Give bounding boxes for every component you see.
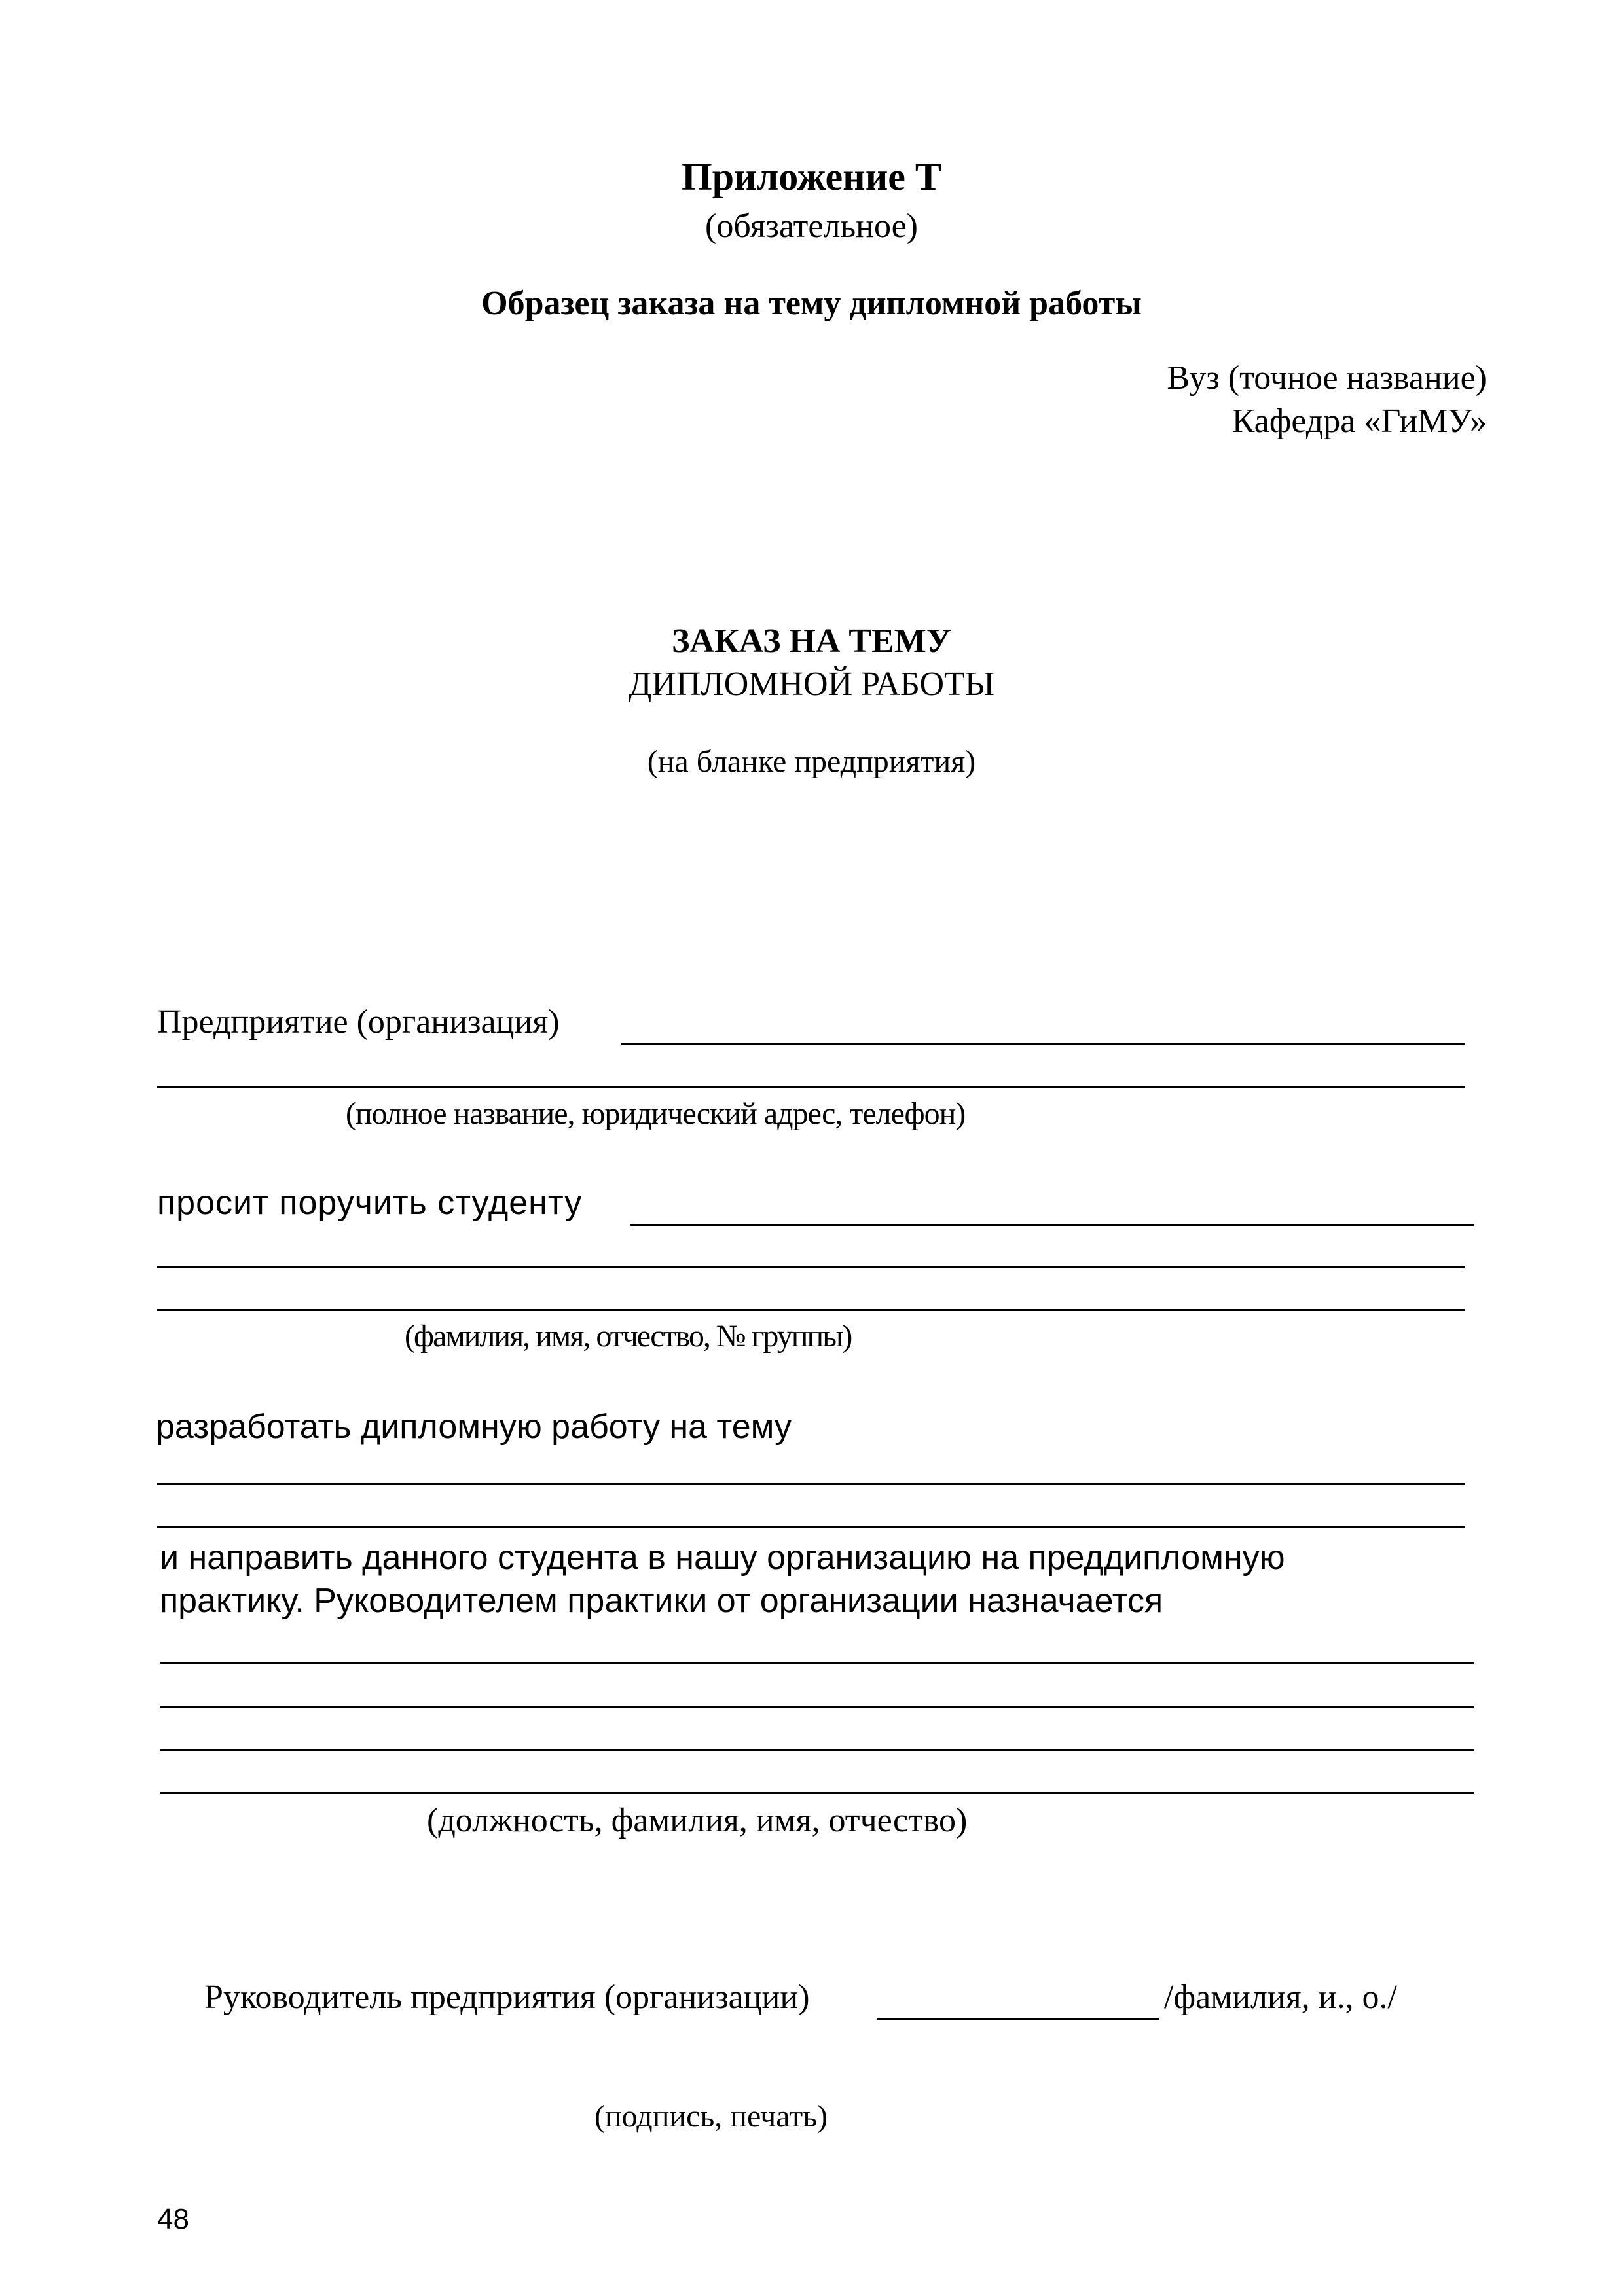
student-input-line-2[interactable] <box>157 1266 1465 1268</box>
supervisor-input-line-4[interactable] <box>160 1792 1474 1794</box>
supervisor-hint: (должность, фамилия, имя, отчество) <box>427 1802 968 1839</box>
enterprise-input-line-1[interactable] <box>621 1043 1465 1045</box>
student-hint: (фамилия, имя, отчество, № группы) <box>405 1319 852 1354</box>
sample-title: Образец заказа на тему дипломной работы <box>481 285 1142 322</box>
signature-label: Руководитель предприятия (организации) <box>204 1979 810 2016</box>
signature-input-line[interactable] <box>877 2018 1159 2020</box>
topic-input-line-2[interactable] <box>157 1526 1465 1528</box>
student-label: просит поручить студенту <box>157 1184 583 1222</box>
supervisor-input-line-3[interactable] <box>160 1749 1474 1751</box>
enterprise-hint: (полное название, юридический адрес, телефон) <box>346 1096 966 1131</box>
topic-input-line-1[interactable] <box>157 1483 1465 1485</box>
signature-name-placeholder: /фамилия, и., о./ <box>1164 1979 1397 2016</box>
student-input-line-1[interactable] <box>630 1224 1474 1226</box>
document-title-line1: ЗАКАЗ НА ТЕМУ <box>671 622 952 660</box>
page-number: 48 <box>157 2203 189 2235</box>
enterprise-input-line-2[interactable] <box>157 1086 1465 1088</box>
direction-text-line2: практику. Руководителем практики от организации назначается <box>160 1582 1163 1620</box>
appendix-note: (обязательное) <box>705 207 918 245</box>
document-title-line2: ДИПЛОМНОЙ РАБОТЫ <box>628 666 995 703</box>
direction-text-line1: и направить данного студента в нашу организацию на преддипломную <box>160 1539 1285 1577</box>
student-input-line-3[interactable] <box>157 1309 1465 1311</box>
supervisor-input-line-2[interactable] <box>160 1706 1474 1708</box>
signature-hint: (подпись, печать) <box>594 2099 828 2134</box>
university-name: Вуз (точное название) <box>1167 359 1487 397</box>
appendix-title: Приложение Т <box>682 155 941 198</box>
supervisor-input-line-1[interactable] <box>160 1662 1474 1664</box>
topic-label: разработать дипломную работу на тему <box>156 1408 792 1446</box>
department-name: Кафедра «ГиМУ» <box>1231 403 1487 440</box>
enterprise-label: Предприятие (организация) <box>157 1003 560 1041</box>
document-title-note: (на бланке предприятия) <box>647 744 976 779</box>
